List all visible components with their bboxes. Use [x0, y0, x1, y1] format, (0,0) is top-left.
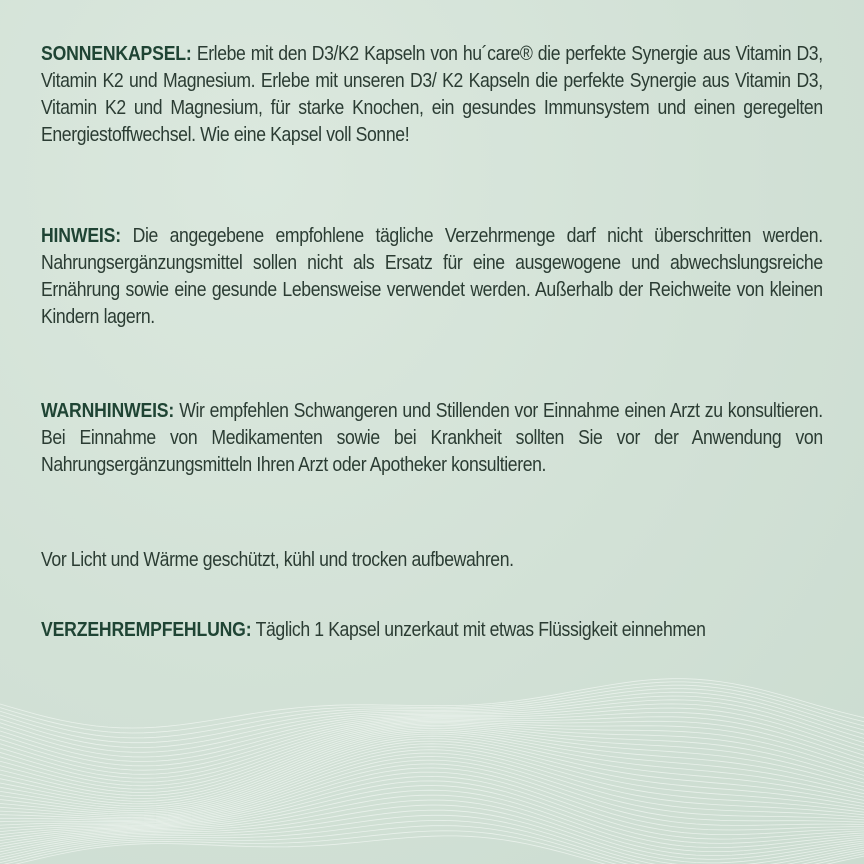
warnhinweis-label: WARNHINWEIS:	[41, 399, 175, 422]
wave-line	[0, 679, 864, 728]
storage-text: Vor Licht und Wärme geschützt, kühl und trocken aufbewahren.	[41, 548, 514, 571]
hinweis-text: Die angegebene empfohlene tägliche Verzehrmenge darf nicht überschritten werden. Nahrungsergänzungsmittel sollen nicht als Ersatz für eine ausgewogene und abwechslungsreiche Ernährung sowie eine gesunde Lebensweise verwendet werden. Außerhalb der Reichweite von kleinen Kindern lagern.	[41, 224, 823, 328]
wave-line	[0, 805, 864, 863]
sonnenkapsel-text: Erlebe mit den D3/K2 Kapseln von hu´care® die perfekte Synergie aus Vitamin D3, Vitamin K2 und Magnesium. Erlebe mit unseren D3/ K2 Kapseln die perfekte Synergie aus Vitamin D3, Vitamin K2 und Magnesium, für starke Knochen, ein gesundes Immunsystem und einen geregelten Energiestoffwechsel. Wie eine Kapsel voll Sonne!	[41, 42, 823, 146]
wave-line	[0, 760, 864, 822]
verzehrempfehlung-text: Täglich 1 Kapsel unzerkaut mit etwas Flüssigkeit einnehmen	[251, 618, 706, 641]
wave-line	[0, 725, 864, 792]
sonnenkapsel-paragraph	[41, 40, 823, 148]
verzehrempfehlung-label: VERZEHREMPFEHLUNG:	[41, 618, 252, 641]
warnhinweis-text: Wir empfehlen Schwangeren und Stillenden vor Einnahme einen Arzt zu konsultieren. Bei Einnahme von Medikamenten sowie bei Krankheit sollten Sie vor der Anwendung von Nahrungsergänzungsmitteln Ihren Arzt oder Apotheker konsultieren.	[41, 399, 823, 476]
verzehrempfehlung-paragraph	[41, 616, 823, 643]
wave-lines-decoration	[0, 664, 864, 864]
hinweis-paragraph	[41, 222, 823, 330]
hinweis-label: HINWEIS:	[41, 224, 121, 247]
sonnenkapsel-label: SONNENKAPSEL:	[41, 42, 192, 65]
warnhinweis-paragraph	[41, 397, 823, 478]
storage-paragraph	[41, 546, 823, 573]
